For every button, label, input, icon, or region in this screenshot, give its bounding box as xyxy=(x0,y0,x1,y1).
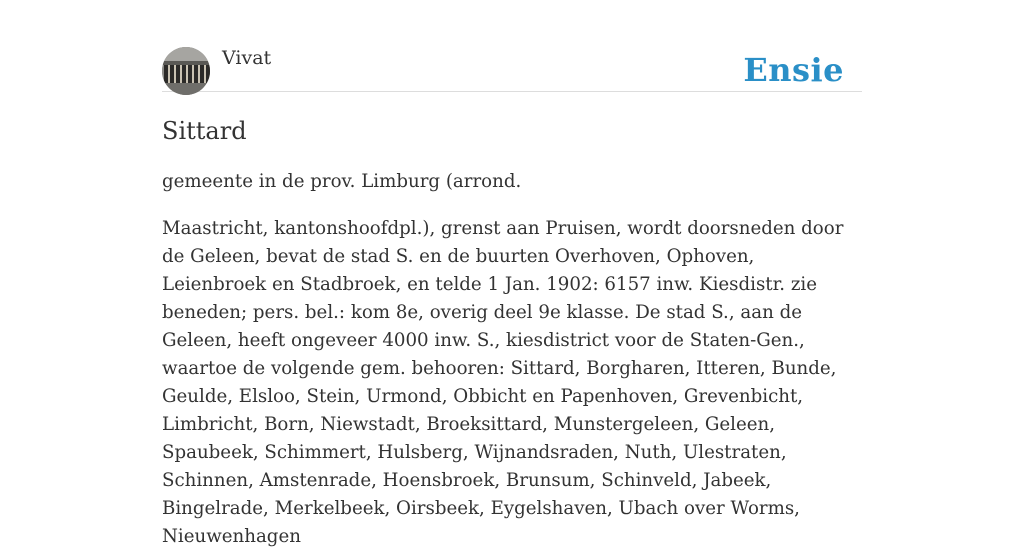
article-container xyxy=(162,0,862,547)
article-title: Sittard xyxy=(162,117,247,145)
typewriter-keys-icon xyxy=(162,47,210,95)
brand-logo[interactable]: Ensie xyxy=(743,51,844,89)
article-paragraph: gemeente in de prov. Limburg (arrond. xyxy=(162,171,522,192)
header xyxy=(162,0,862,92)
avatar[interactable] xyxy=(162,47,210,95)
author-name[interactable]: Vivat xyxy=(222,47,272,69)
article-paragraph: Maastricht, kantonshoofdpl.), grenst aan Pruisen, wordt doorsneden door de Geleen, bevat de stad S. en de buurten Overhoven, Ophoven, Leienbroek en Stadbroek, en telde 1 Jan. 1902: 6157 inw. Kiesdistr. zie beneden; pers. bel.: kom 8e, overig deel 9e klasse. De stad S., aan de Geleen, heeft ongeveer 4000 inw. S., kiesdistrict voor de Staten-Gen., waartoe de volgende gem. behooren: Sittard, Borgharen, Itteren, Bunde, Geulde, Elsloo, Stein, Urmond, Obbicht en Papenhoven, Grevenbicht, Limbricht, Born, Niewstadt, Broeksittard, Munstergeleen, Geleen, Spaubeek, Schimmert, Hulsberg, Wijnandsraden, Nuth, Ulestraten, Schinnen, Amstenrade, Hoensbroek, Brunsum, Schinveld, Jabeek, Bingelrade, Merkelbeek, Oirsbeek, Eygelshaven, Ubach over Worms, Nieuwenhagen xyxy=(162,218,844,547)
